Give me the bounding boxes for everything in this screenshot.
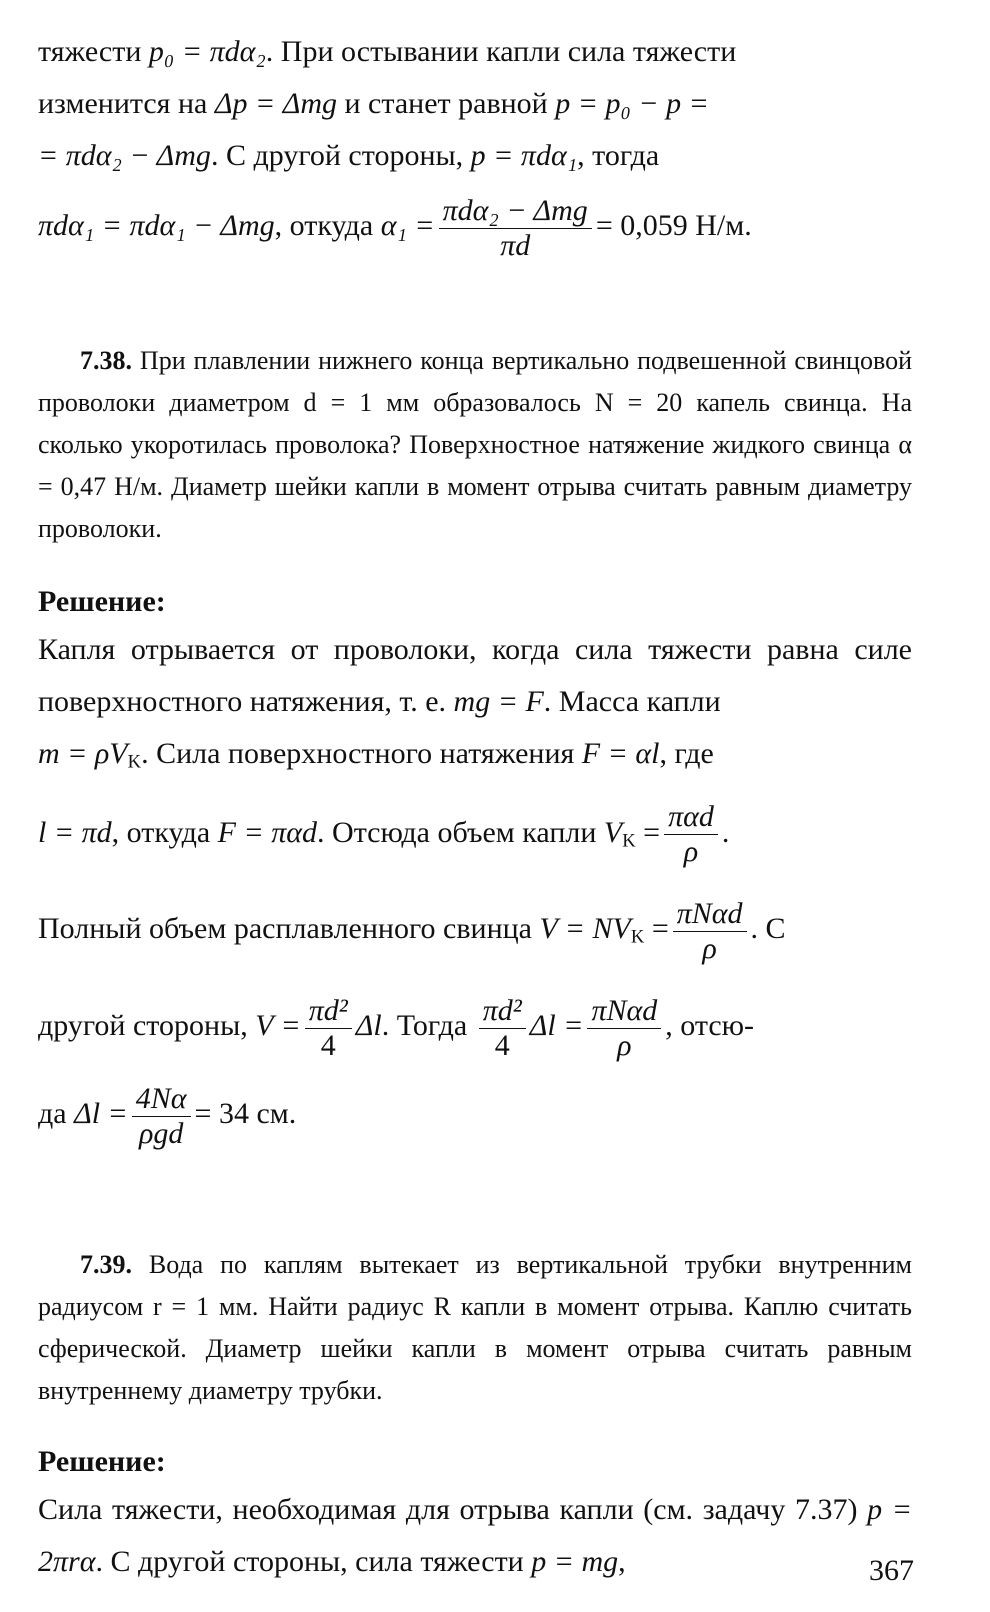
result: = 34 см. bbox=[194, 1096, 297, 1130]
formula: F = παd bbox=[217, 815, 318, 849]
fraction-alpha1 bbox=[439, 194, 592, 263]
formula: Δp = Δmg bbox=[214, 87, 337, 120]
solution-7-38: Капля отрывается от проволоки, когда сила тяжести равна силе поверхностного натяжения, т. е. mg = F. Масса капли $m = \rho V_K$. Сила поверхностного натяжения F = αl, где l = πd, откуда F = παd. Отсюда объем капли $V_K$ = $\frac{\text{παd}}{\rho}$ . Полный объем расплавленного свинца $V = NV_K$ = $\frac{\text{πNαd}}{\rho}$ . С другой стороны, V = $\frac{\text{πd²}}{4}$ Δl. Тогда $\frac{\text{πd²}}{4}$ Δl = $\frac{\text{πNαd}}{\rho}$ , отсю- да Δl = $\frac{4N\alpha}{\text{ρgd}}$ = 34 см. bbox=[38, 633, 912, 1150]
text: , откуда bbox=[274, 209, 381, 242]
problem-text: Вода по каплям вытекает из вертикальной трубки внутренним радиусом r = 1 мм. Найти радиус R капли в момент отрыва. Каплю считать сферической. Диаметр шейки капли в момент отрыва считать равным внутреннему диаметру трубки. bbox=[38, 1249, 912, 1405]
text: другой стороны, bbox=[38, 1008, 256, 1042]
denominator: πd bbox=[500, 228, 531, 262]
text: . С bbox=[750, 912, 786, 946]
numerator: 4Nα bbox=[132, 1082, 191, 1117]
text: , откуда bbox=[111, 815, 218, 849]
text: тяжести bbox=[38, 35, 149, 68]
text: . Сила поверхностного натяжения bbox=[141, 737, 582, 770]
text: , тогда bbox=[577, 139, 660, 172]
denominator: ρgd bbox=[138, 1116, 184, 1150]
formula: πdα₁ = πdα₁ − Δmg bbox=[38, 209, 275, 242]
previous-solution-ending bbox=[38, 26, 912, 270]
problem-7-39 bbox=[38, 1244, 912, 1412]
text: , bbox=[618, 1544, 626, 1578]
subscript: K bbox=[127, 751, 142, 773]
result: = 0,059 Н/м. bbox=[595, 209, 752, 242]
formula: V bbox=[603, 815, 623, 849]
formula: p = πdα₁ bbox=[470, 139, 578, 172]
text: Полный объем расплавленного свинца bbox=[38, 912, 540, 946]
text: да bbox=[38, 1096, 75, 1130]
formula: = πdα₂ − Δmg bbox=[38, 139, 211, 172]
formula: m = ρV bbox=[38, 737, 128, 770]
page-number: 367 bbox=[869, 1554, 914, 1587]
formula: p₀ = πdα₂ bbox=[148, 35, 266, 68]
denominator: ρ bbox=[617, 1028, 632, 1062]
denominator: 4 bbox=[320, 1028, 336, 1062]
text: изменится на bbox=[38, 87, 215, 120]
formula: Δl bbox=[355, 1008, 382, 1042]
fraction-volume bbox=[673, 897, 747, 966]
problem-number: 7.38. bbox=[80, 346, 132, 375]
text: и станет равной bbox=[336, 87, 556, 120]
problem-7-38 bbox=[38, 340, 912, 550]
formula: p = p₀ − p = bbox=[555, 87, 709, 120]
text: . Масса капли bbox=[543, 685, 721, 718]
denominator: 4 bbox=[494, 1028, 510, 1062]
formula: Δl = bbox=[74, 1096, 128, 1130]
solution-heading: Решение: bbox=[38, 585, 166, 618]
formula: F = αl bbox=[581, 737, 660, 770]
text: Сила тяжести, необходимая для отрыва капли (см. задачу 7.37) bbox=[38, 1492, 868, 1526]
formula: α₁ = bbox=[380, 209, 435, 242]
subscript: K bbox=[622, 830, 636, 852]
text: . Отсюда объем капли bbox=[317, 815, 604, 849]
numerator: πNαd bbox=[587, 994, 661, 1029]
subscript: K bbox=[630, 926, 645, 948]
problem-number: 7.39. bbox=[80, 1249, 132, 1279]
denominator: ρ bbox=[702, 931, 717, 965]
denominator: ρ bbox=[683, 835, 699, 869]
formula: mg = F bbox=[453, 685, 544, 718]
formula: p = 2πrα bbox=[38, 1492, 912, 1578]
text: , где bbox=[659, 737, 714, 770]
numerator: πd² bbox=[305, 994, 352, 1029]
text: . С другой стороны, сила тяжести bbox=[95, 1544, 532, 1578]
text: . Тогда bbox=[381, 1008, 475, 1042]
text: . При остывании капли сила тяжести bbox=[265, 35, 737, 68]
problem-text: При плавлении нижнего конца вертикально подвешенной свинцовой проволоки диаметром d = 1 мм образовалось N = 20 капель свинца. На сколько укоротилась проволока? Поверхностное натяжение жидкого свинца α = 0,47 Н/м. Диаметр шейки капли в момент отрыва считать равным диаметру проволоки. bbox=[38, 346, 912, 543]
solution-7-39 bbox=[38, 1484, 912, 1588]
numerator: πdα₂ − Δmg bbox=[439, 194, 592, 229]
fraction-volume-2 bbox=[587, 994, 661, 1063]
formula: V = NV bbox=[539, 912, 631, 946]
fraction-vk bbox=[664, 800, 718, 869]
formula: p = mg bbox=[531, 1544, 619, 1578]
numerator: παd bbox=[664, 800, 718, 835]
fraction-delta-l bbox=[132, 1082, 191, 1151]
formula: V = bbox=[255, 1008, 301, 1042]
numerator: πd² bbox=[479, 994, 526, 1029]
formula: l = πd bbox=[38, 815, 112, 849]
fraction-area bbox=[305, 994, 352, 1063]
text: . С другой стороны, bbox=[210, 139, 471, 172]
formula: Δl = bbox=[529, 1008, 584, 1042]
text: Капля отрывается от проволоки, когда сила тяжести равна силе поверхностного натяжения, т. е. bbox=[38, 633, 912, 718]
text: , отсю- bbox=[665, 1008, 755, 1042]
fraction-area-2 bbox=[479, 994, 526, 1063]
solution-heading-2: Решение: bbox=[38, 1444, 166, 1478]
numerator: πNαd bbox=[673, 897, 747, 932]
